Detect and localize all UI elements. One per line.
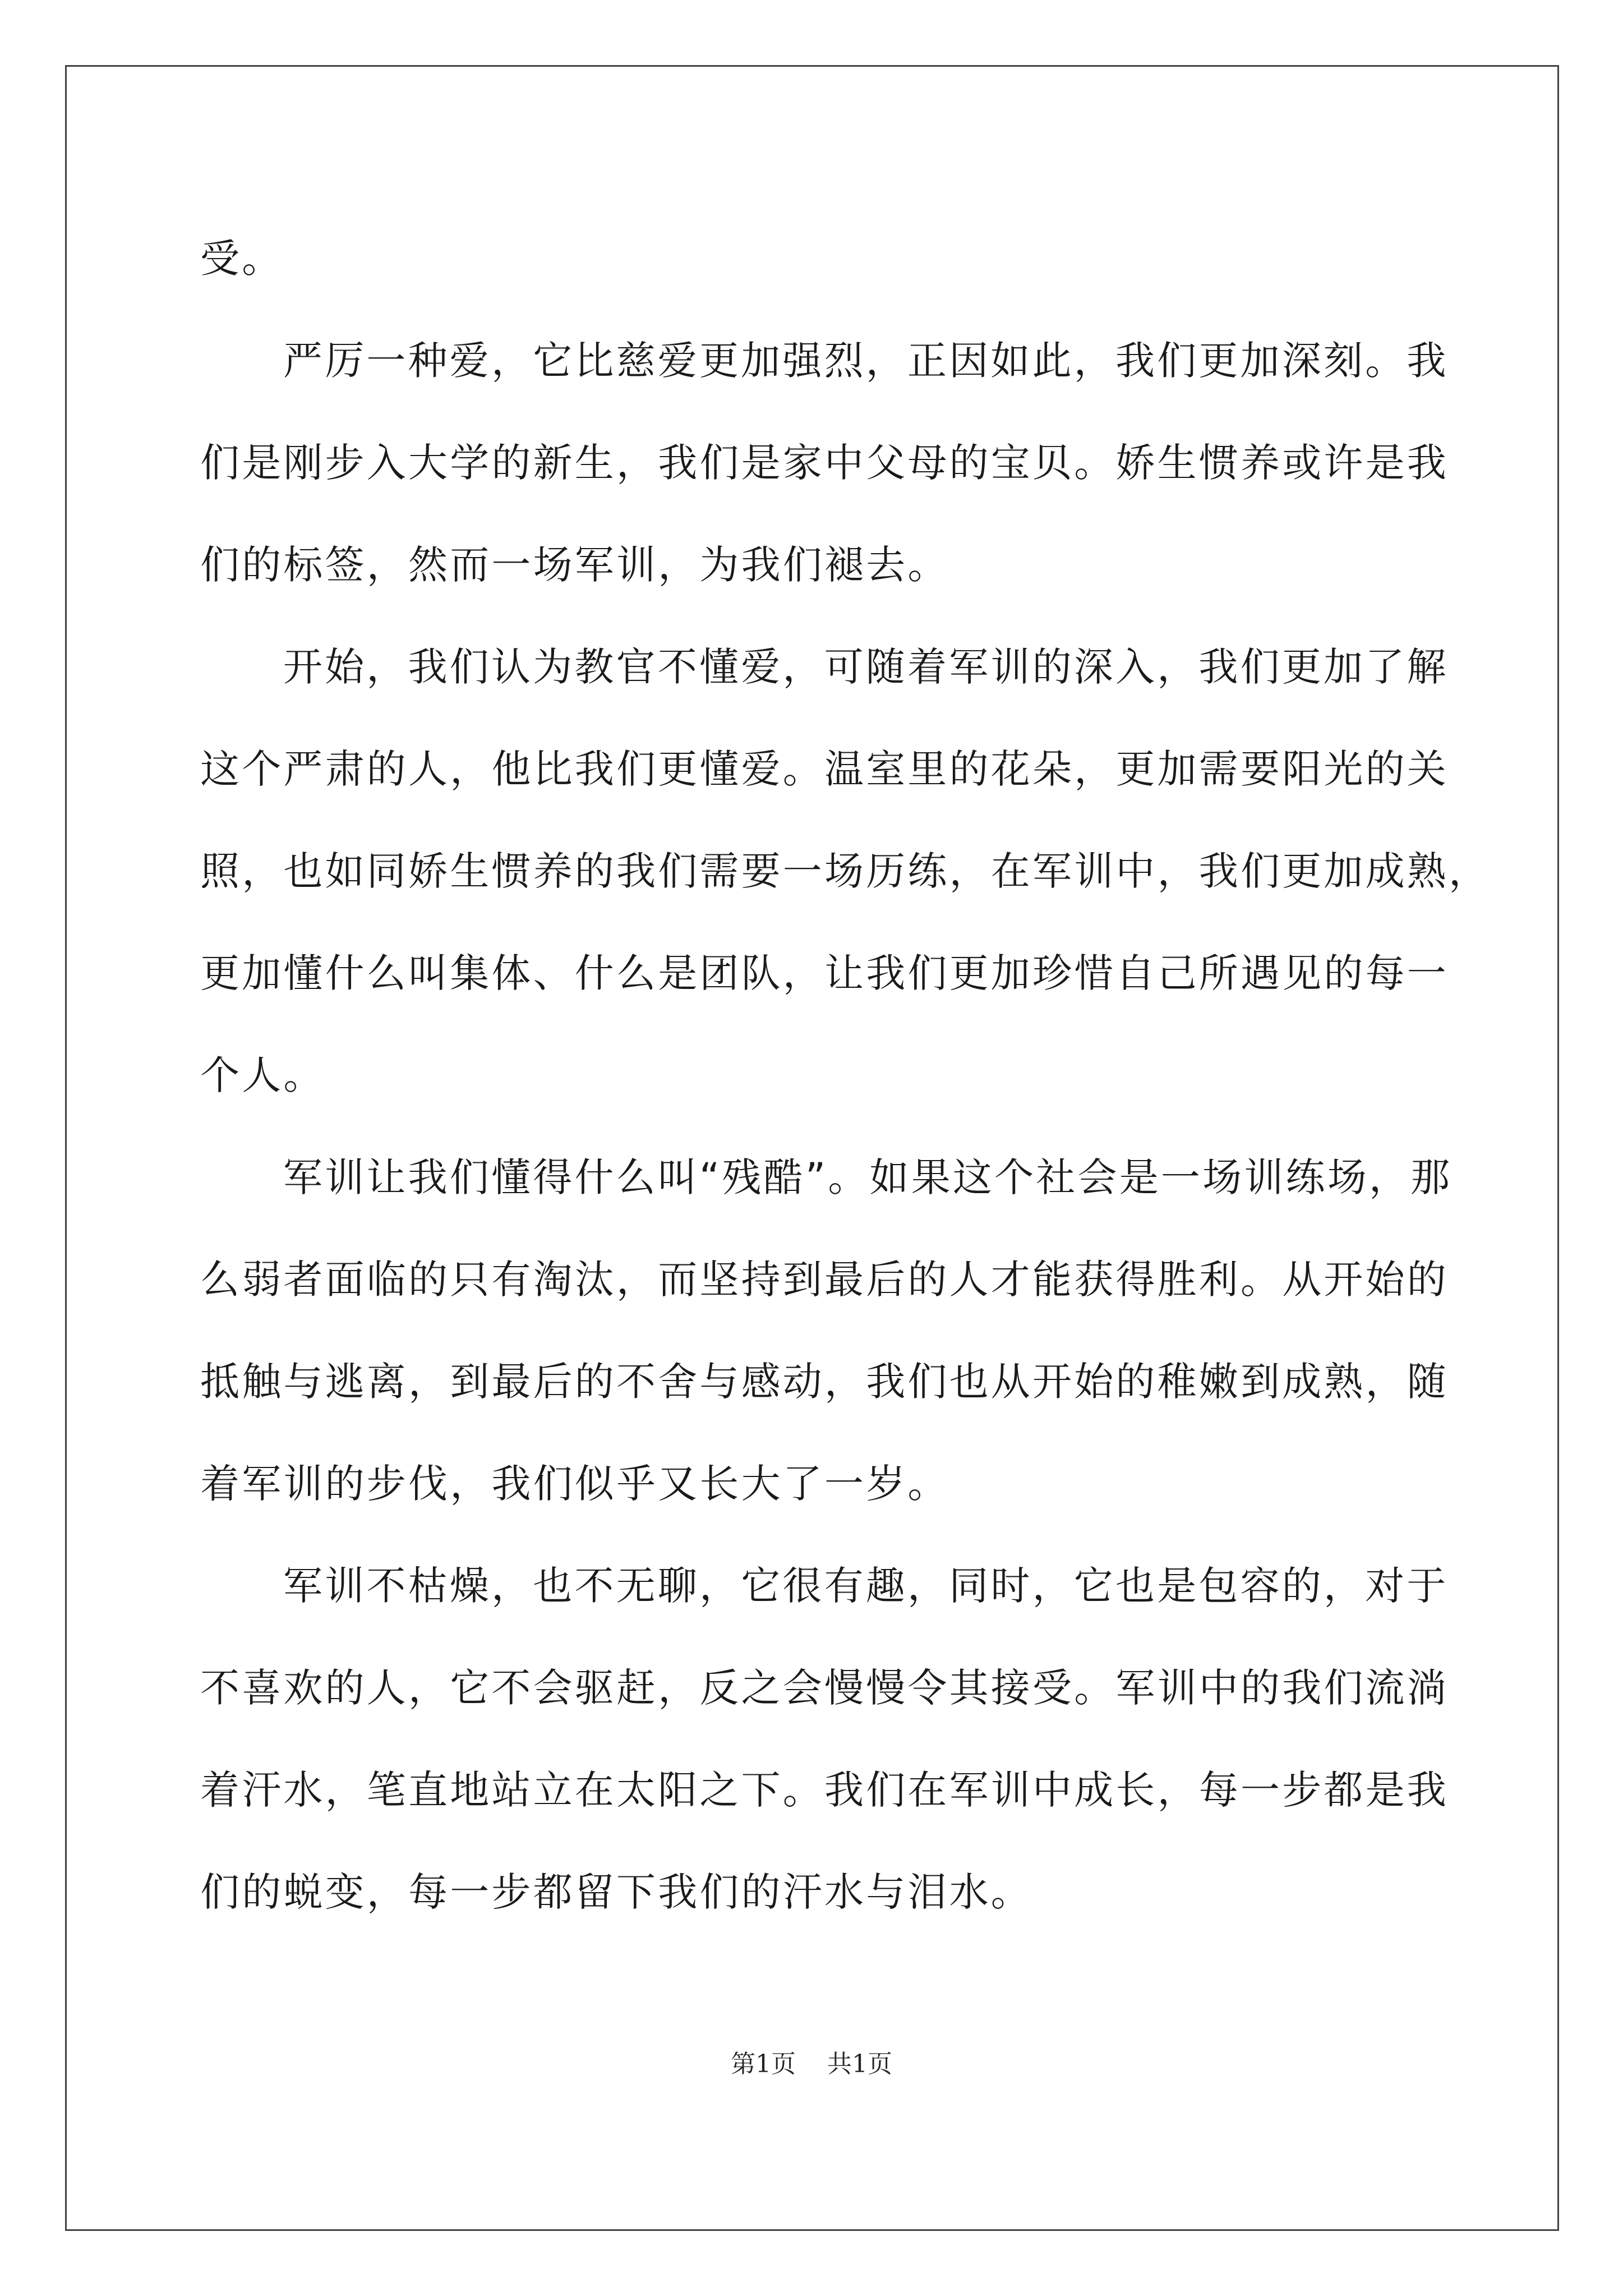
page-total: 共1页 [827, 2050, 892, 2078]
text-line: 们的蜕变，每一步都留下我们的汗水与泪水。 [200, 1869, 1032, 1915]
document-body [200, 208, 1491, 1943]
text-line: 么弱者面临的只有淘汰，而坚持到最后的人才能获得胜利。从开始的 [200, 1257, 1449, 1303]
text-line: 军训不枯燥，也不无聊，它很有趣，同时，它也是包容的，对于 [283, 1563, 1449, 1609]
text-line: 更加懂什么叫集体、什么是团队，让我们更加珍惜自己所遇见的每一 [200, 950, 1449, 996]
page-footer [0, 2047, 1623, 2081]
text-line: 抵触与逃离，到最后的不舍与感动，我们也从开始的稚嫩到成熟，随 [200, 1359, 1449, 1405]
text-line: 这个严肃的人，他比我们更懂爱。温室里的花朵，更加需要阳光的关 [200, 746, 1449, 792]
text-line: 着汗水，笔直地站立在太阳之下。我们在军训中成长，每一步都是我 [200, 1767, 1449, 1813]
text-line: 个人。 [200, 1052, 325, 1098]
text-line: 受。 [200, 236, 284, 282]
text-line: 不喜欢的人，它不会驱赶，反之会慢慢令其接受。军训中的我们流淌 [200, 1665, 1449, 1711]
text-line: 开始，我们认为教官不懂爱，可随着军训的深入，我们更加了解 [283, 644, 1449, 690]
page-number: 第1页 [731, 2050, 796, 2078]
text-line: 们的标签，然而一场军训，为我们褪去。 [200, 542, 949, 588]
text-line: 军训让我们懂得什么叫“残酷”。如果这个社会是一场训练场，那 [283, 1154, 1453, 1200]
text-line: 着军训的步伐，我们似乎又长大了一岁。 [200, 1461, 949, 1507]
text-line: 严厉一种爱，它比慈爱更加强烈，正因如此，我们更加深刻。我 [283, 338, 1449, 384]
text-line: 们是刚步入大学的新生，我们是家中父母的宝贝。娇生惯养或许是我 [200, 440, 1449, 486]
text-line: 照，也如同娇生惯养的我们需要一场历练，在军训中，我们更加成熟， [200, 848, 1491, 894]
